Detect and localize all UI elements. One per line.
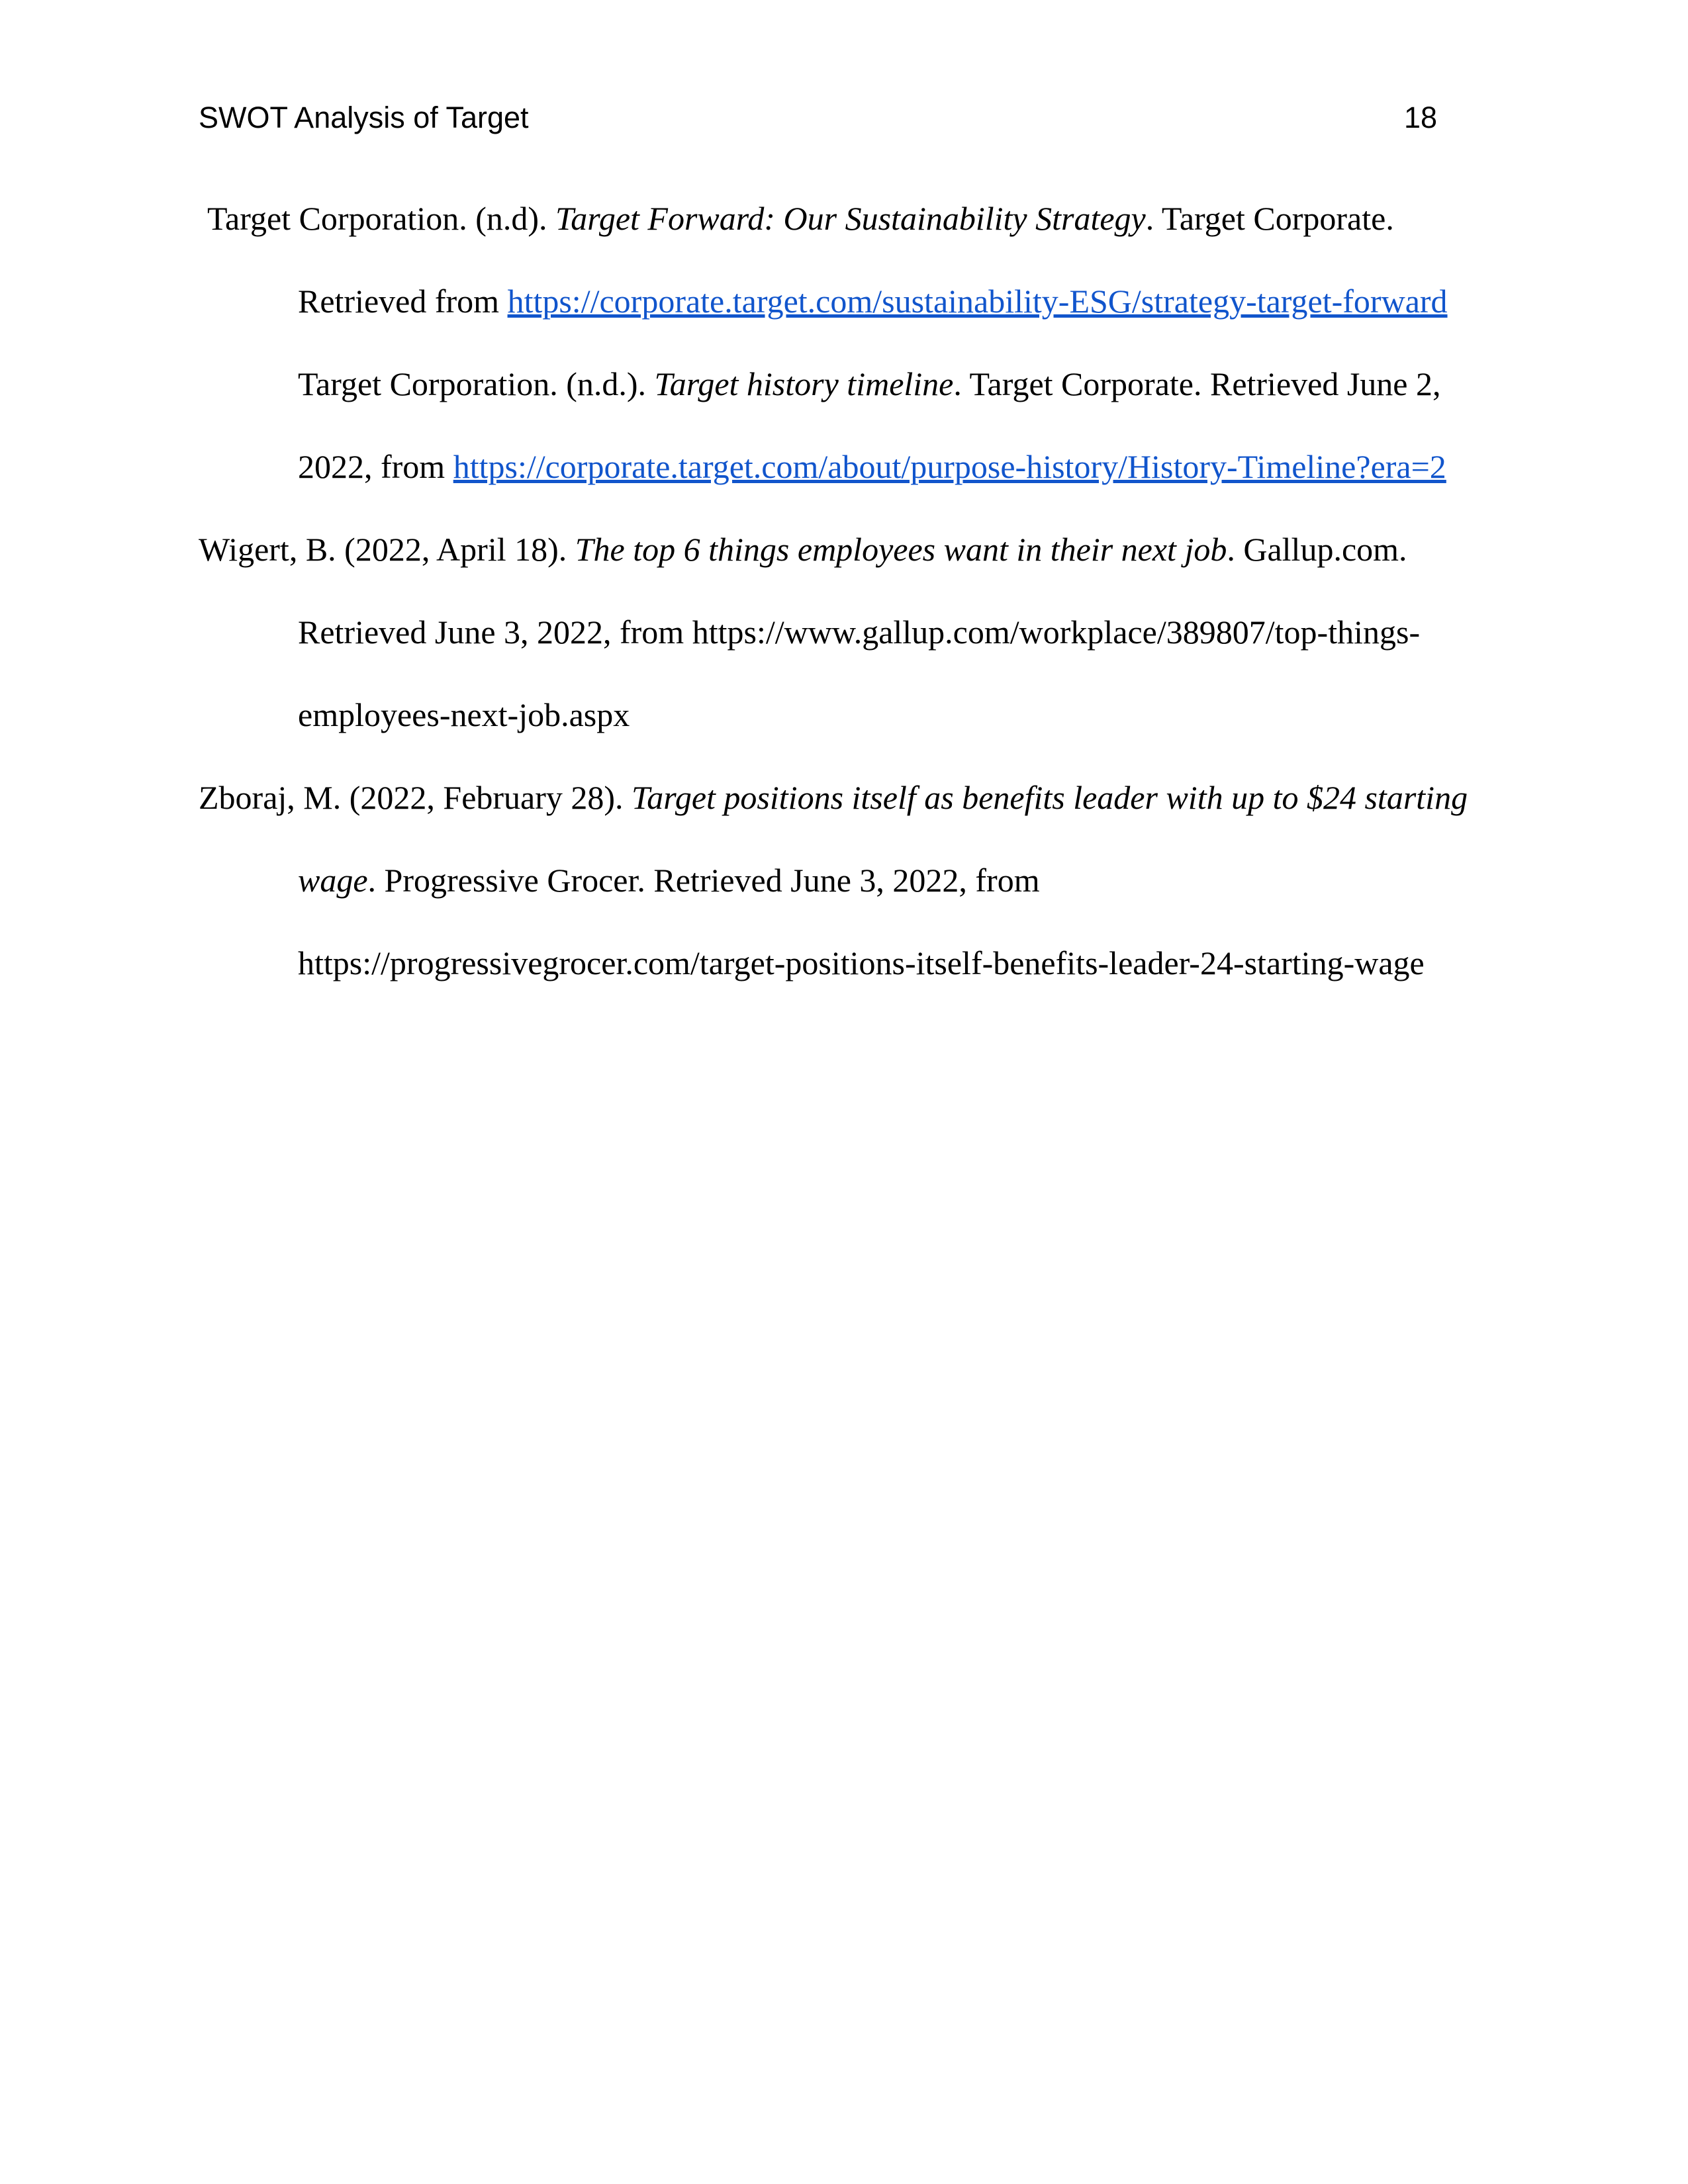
reference-2-line-1	[298, 364, 1440, 404]
reference-4-authors: Zboraj, M. (2022, February 28).	[199, 779, 632, 816]
reference-3-line-1	[199, 529, 1407, 569]
reference-4-title-part-1: Target positions itself as benefits leader with up to $24 starting	[632, 779, 1468, 816]
reference-3-line-2: Retrieved June 3, 2022, from https://www.gallup.com/workplace/389807/top-things-	[298, 614, 1421, 651]
reference-2-publisher: . Target Corporate. Retrieved June 2,	[953, 365, 1441, 402]
reference-3-publisher: . Gallup.com.	[1227, 531, 1407, 568]
reference-2-authors: Target Corporation. (n.d.).	[298, 365, 655, 402]
reference-2-title: Target history timeline	[654, 365, 954, 402]
reference-1-publisher: . Target Corporate.	[1145, 200, 1394, 237]
running-head: SWOT Analysis of Target	[199, 101, 529, 134]
page-number: 18	[1404, 101, 1438, 134]
reference-4-line-1	[199, 778, 1468, 817]
reference-1-link[interactable]: https://corporate.target.com/sustainability-ESG/strategy-target-forward	[507, 283, 1448, 320]
reference-4-line-2	[298, 860, 1040, 900]
reference-3-title: The top 6 things employees want in their next job	[575, 531, 1227, 568]
reference-3-line-3: employees-next-job.aspx	[298, 696, 630, 733]
reference-1-title: Target Forward: Our Sustainability Strategy	[555, 200, 1146, 237]
reference-1-line-1	[207, 199, 1394, 238]
reference-4-line-3: https://progressivegrocer.com/target-positions-itself-benefits-leader-24-starting-wage	[298, 944, 1425, 981]
reference-3-authors: Wigert, B. (2022, April 18).	[199, 531, 575, 568]
reference-4-publisher: . Progressive Grocer. Retrieved June 3, 2022, from	[367, 862, 1040, 899]
reference-2-line-2	[298, 447, 1446, 486]
reference-1-retrieved: Retrieved from	[298, 283, 508, 320]
reference-1-line-2	[298, 281, 1448, 321]
reference-1-authors: Target Corporation. (n.d).	[207, 200, 556, 237]
reference-4-title-part-2: wage	[298, 862, 368, 899]
reference-2-link[interactable]: https://corporate.target.com/about/purpose-history/History-Timeline?era=2	[453, 448, 1446, 485]
reference-2-retrieved: 2022, from	[298, 448, 453, 485]
